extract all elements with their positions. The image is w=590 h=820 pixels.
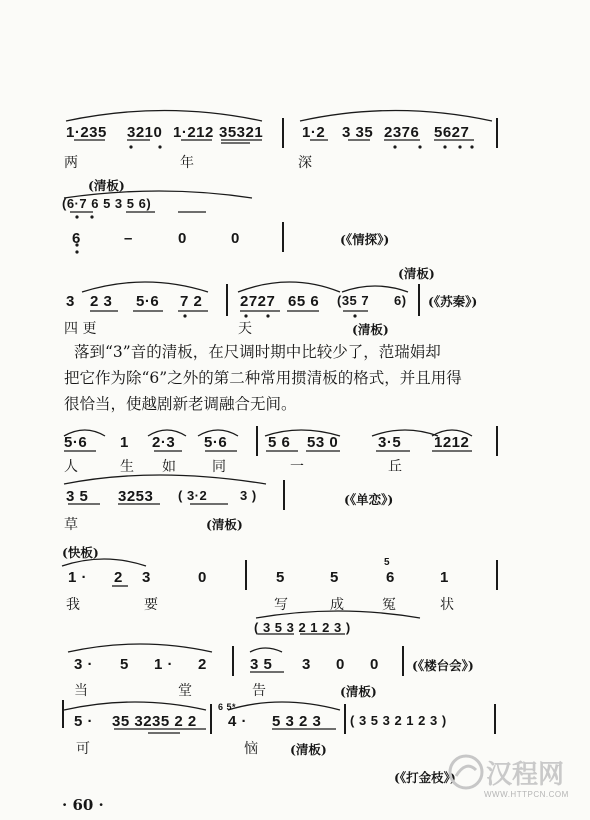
tune-name: (《苏秦》) — [428, 294, 478, 309]
intro-notes: (6·7 6 5 3 5 6) — [62, 196, 152, 211]
lyric: 草 — [64, 517, 78, 533]
lyric: 如 — [162, 459, 176, 475]
tune-name: (《单恋》) — [344, 492, 394, 507]
bar-line — [256, 426, 258, 456]
lyric: 告 — [252, 683, 266, 699]
bar-line — [418, 284, 420, 316]
tune-name: (《情探》) — [340, 232, 390, 247]
note-group: 53 0 — [307, 434, 339, 451]
note: 0 — [178, 230, 187, 247]
note: 2 — [198, 656, 207, 673]
lyric: 要 — [144, 597, 158, 613]
lyric: 深 — [298, 155, 312, 171]
watermark-text: 汉程网 — [486, 760, 565, 790]
note: 3 — [302, 656, 311, 673]
note-group: 35321 — [219, 124, 264, 141]
note-group: 3 35 — [342, 124, 374, 141]
lyric: 写 — [274, 597, 288, 613]
grace-note: 6 5* — [218, 702, 237, 712]
note-group: 2376 — [384, 124, 420, 141]
bar-line — [344, 704, 346, 734]
bar-line — [62, 700, 64, 728]
note-group: 2 3 — [90, 293, 113, 310]
note-group: 5·6 — [204, 434, 228, 451]
prose-line-2: 把它作为除“6”之外的第二种常用掼清板的格式，并且用得 — [64, 369, 462, 387]
tune-name: (《打金枝》) — [394, 770, 456, 785]
lyric: 生 — [120, 459, 134, 475]
annotation: (清板) — [340, 684, 377, 699]
bar-line — [282, 118, 284, 148]
note-group: 1212 — [434, 434, 470, 451]
annotation: (清板) — [352, 322, 389, 337]
note-group: 1·2 — [302, 124, 326, 141]
lyric: 恼 — [244, 741, 258, 757]
note: 5 · — [74, 713, 94, 730]
bar-line — [210, 704, 212, 734]
note: 3 — [66, 293, 75, 310]
annotation: (快板) — [62, 545, 99, 560]
bar-line — [402, 646, 404, 676]
grace-note: 5 — [384, 557, 391, 568]
note-group: 3 5 — [66, 488, 89, 505]
note: 2 — [114, 569, 123, 586]
note-group: 2·3 — [152, 434, 176, 451]
note: 1 · — [68, 569, 88, 586]
note: 0 — [231, 230, 240, 247]
note: 1 — [120, 434, 129, 451]
note-group: 5 3 2 3 — [272, 713, 322, 730]
bar-line — [282, 222, 284, 252]
watermark-logo-icon — [446, 752, 486, 792]
lyric: 丘 — [388, 459, 402, 475]
annotation: (清板) — [398, 266, 435, 281]
lyric: 状 — [440, 597, 454, 613]
note-group: 3·5 — [378, 434, 402, 451]
bar-line — [494, 704, 496, 734]
note: 5 — [276, 569, 285, 586]
lyric: 两 — [64, 155, 78, 171]
bar-line — [496, 118, 498, 148]
note-group: (35 7 — [337, 293, 370, 308]
note-group: 2727 — [240, 293, 276, 310]
note: 6 — [72, 230, 81, 247]
note-group: 5·6 — [136, 293, 160, 310]
lyric: 一 — [290, 459, 304, 475]
note-group: 1·235 — [66, 124, 107, 141]
lyric: 成 — [330, 597, 344, 613]
note-group: 3 ) — [240, 488, 257, 503]
note-group: ( 3·2 — [178, 488, 208, 503]
lyric: 同 — [212, 459, 226, 475]
note: 0 — [336, 656, 345, 673]
note-group: 3 5 — [250, 656, 273, 673]
prose-line-3: 很恰当，使越剧新老调融合无间。 — [64, 395, 297, 413]
prose-line-1: 落到“3”音的清板，在尺调时期中比较少了，范瑞娟却 — [74, 343, 441, 361]
lyric: 可 — [76, 741, 90, 757]
bar-line — [496, 560, 498, 590]
note: 3 · — [74, 656, 94, 673]
bar-line — [245, 560, 247, 590]
note-group: 3210 — [127, 124, 163, 141]
lyric: 冤 — [382, 597, 396, 613]
note: 4 · — [228, 713, 248, 730]
lyric: 我 — [66, 597, 80, 613]
bar-line — [226, 284, 228, 316]
note-group: 5627 — [434, 124, 470, 141]
annotation: (清板) — [206, 517, 243, 532]
lyric: 四 更 — [64, 321, 97, 337]
annotation: (清板) — [88, 178, 125, 193]
note-group: 35 3235 2 2 — [112, 713, 197, 730]
note: 1 · — [154, 656, 174, 673]
tune-name: (《楼台会》) — [412, 658, 474, 673]
lyric: 当 — [74, 683, 88, 699]
note-group: 5 6 — [268, 434, 291, 451]
note: 5 — [120, 656, 129, 673]
lyric: 年 — [180, 155, 194, 171]
watermark-url: WWW.HTTPCN.COM — [484, 790, 569, 799]
bar-line — [283, 480, 285, 510]
note-group: 65 6 — [288, 293, 320, 310]
bar-line — [496, 426, 498, 456]
annotation: (清板) — [290, 742, 327, 757]
note: 5 — [330, 569, 339, 586]
note: – — [124, 230, 133, 247]
lyric: 天 — [238, 321, 252, 337]
note-group: 5·6 — [64, 434, 88, 451]
note: 6 — [386, 569, 395, 586]
lyric: 堂 — [178, 683, 192, 699]
note-group: 1·212 — [173, 124, 214, 141]
note: 3 — [142, 569, 151, 586]
note-group: 6) — [394, 293, 407, 308]
note-group: 7 2 — [180, 293, 203, 310]
note: 1 — [440, 569, 449, 586]
intro-notes: ( 3 5 3 2 1 2 3 ) — [254, 620, 351, 635]
note-group: 3253 — [118, 488, 154, 505]
note: 0 — [370, 656, 379, 673]
lyric: 人 — [64, 459, 78, 475]
note-group: ( 3 5 3 2 1 2 3 ) — [350, 713, 447, 728]
note: 0 — [198, 569, 207, 586]
bar-line — [232, 646, 234, 676]
page-number: · 60 · — [62, 796, 104, 814]
